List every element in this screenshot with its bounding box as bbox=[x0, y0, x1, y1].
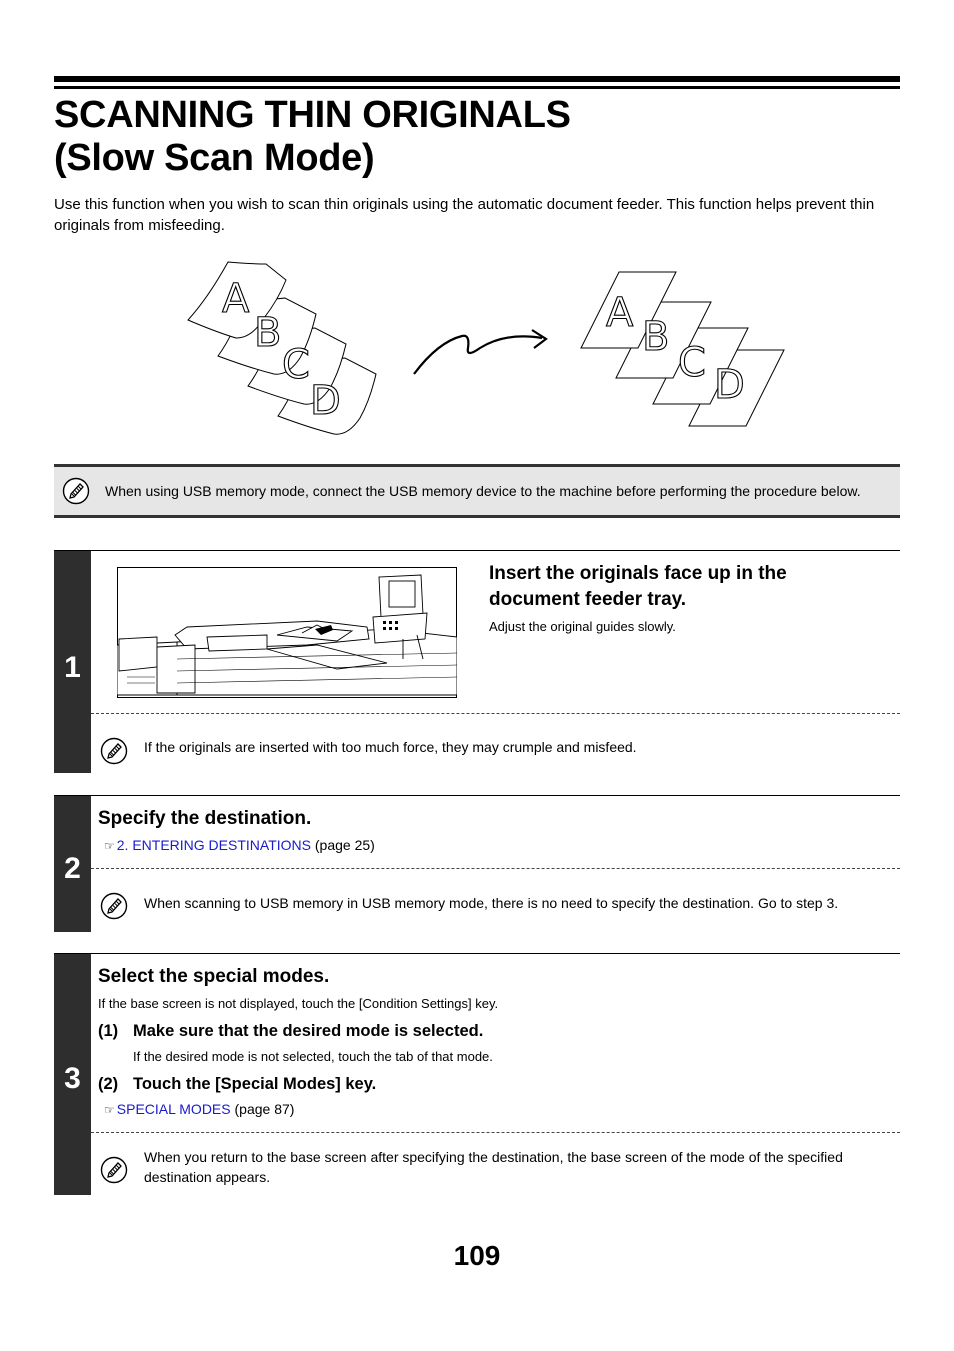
step-3-ref-page: (page 87) bbox=[234, 1101, 295, 1117]
step-3-substep-1 bbox=[98, 1021, 484, 1041]
flat-letter-d: D bbox=[714, 362, 745, 408]
entering-destinations-link[interactable]: 2. ENTERING DESTINATIONS bbox=[116, 837, 311, 853]
curled-letter-b: B bbox=[254, 310, 282, 356]
step-2-note: When scanning to USB memory in USB memory mode, there is no need to specify the destination. Go to step 3. bbox=[144, 895, 839, 911]
step-1-heading-line1: Insert the originals face up in the bbox=[489, 563, 787, 584]
page-title-line1: SCANNING THIN ORIGINALS bbox=[54, 94, 571, 136]
thin-originals-illustration bbox=[170, 250, 800, 450]
step-number-1-text: 1 bbox=[64, 651, 81, 684]
flat-letter-b: B bbox=[642, 314, 670, 360]
step-2-divider bbox=[91, 868, 900, 869]
header-rule-thick bbox=[54, 76, 900, 82]
special-modes-link[interactable]: SPECIAL MODES bbox=[116, 1101, 231, 1117]
step-3-divider bbox=[91, 1132, 900, 1133]
curled-letter-a: A bbox=[222, 276, 250, 322]
step-number-1 bbox=[54, 551, 91, 773]
pointing-hand-icon: ☞ bbox=[104, 1103, 115, 1117]
step-number-2 bbox=[54, 796, 91, 932]
step-2-reference bbox=[104, 835, 375, 856]
step-1-note-pencil-icon bbox=[100, 737, 128, 765]
curled-letter-d: D bbox=[310, 378, 341, 424]
step-2-note-pencil-icon bbox=[100, 892, 128, 920]
substep-2-label: (2) bbox=[98, 1075, 119, 1093]
step-3-text: If the base screen is not displayed, touch the [Condition Settings] key. bbox=[98, 996, 499, 1011]
step-number-2-text: 2 bbox=[64, 852, 81, 885]
substep-2-heading: Touch the [Special Modes] key. bbox=[133, 1075, 377, 1093]
step-1-heading-line2: document feeder tray. bbox=[489, 589, 687, 610]
curled-letter-c: C bbox=[282, 342, 310, 388]
substep-1-label: (1) bbox=[98, 1022, 119, 1040]
page-title-line2: (Slow Scan Mode) bbox=[54, 137, 375, 179]
step-number-3 bbox=[54, 954, 91, 1195]
step-1-note: If the originals are inserted with too much force, they may crumple and misfeed. bbox=[144, 739, 637, 755]
step-1-text: Adjust the original guides slowly. bbox=[489, 619, 676, 634]
step-number-3-text: 3 bbox=[64, 1062, 81, 1095]
substep-1-text: If the desired mode is not selected, touch the tab of that mode. bbox=[133, 1049, 493, 1064]
page-number: 109 bbox=[453, 1240, 501, 1271]
usb-note-text: When using USB memory mode, connect the USB memory device to the machine before performing the procedure below. bbox=[105, 483, 861, 499]
step-3-heading: Select the special modes. bbox=[98, 966, 330, 987]
step-1-divider bbox=[91, 713, 900, 714]
usb-note-box bbox=[54, 464, 900, 518]
arrow-icon bbox=[414, 330, 546, 374]
step-3-note-pencil-icon bbox=[100, 1156, 128, 1184]
step-2-ref-page: (page 25) bbox=[314, 837, 375, 853]
step-2-heading: Specify the destination. bbox=[98, 808, 312, 829]
step-3-note: When you return to the base screen after specifying the destination, the base screen of the mode of the specified destination appears. bbox=[144, 1149, 843, 1185]
flat-letter-a: A bbox=[606, 290, 634, 336]
step-3-reference bbox=[104, 1099, 294, 1120]
page-title bbox=[54, 94, 900, 180]
document-feeder-illustration bbox=[117, 567, 457, 698]
header-rule-thin bbox=[54, 86, 900, 89]
intro-text: Use this function when you wish to scan thin originals using the automatic document feeder. This function helps prevent thin originals from misfeeding. bbox=[54, 196, 875, 234]
substep-1-heading: Make sure that the desired mode is selected. bbox=[133, 1022, 484, 1040]
pointing-hand-icon: ☞ bbox=[104, 839, 115, 853]
step-1 bbox=[54, 550, 900, 773]
step-3-substep-2 bbox=[98, 1074, 377, 1094]
step-3 bbox=[54, 953, 900, 1195]
flat-letter-c: C bbox=[678, 340, 706, 386]
step-2 bbox=[54, 795, 900, 932]
note-pencil-icon bbox=[62, 477, 90, 505]
step-1-heading bbox=[489, 561, 787, 613]
